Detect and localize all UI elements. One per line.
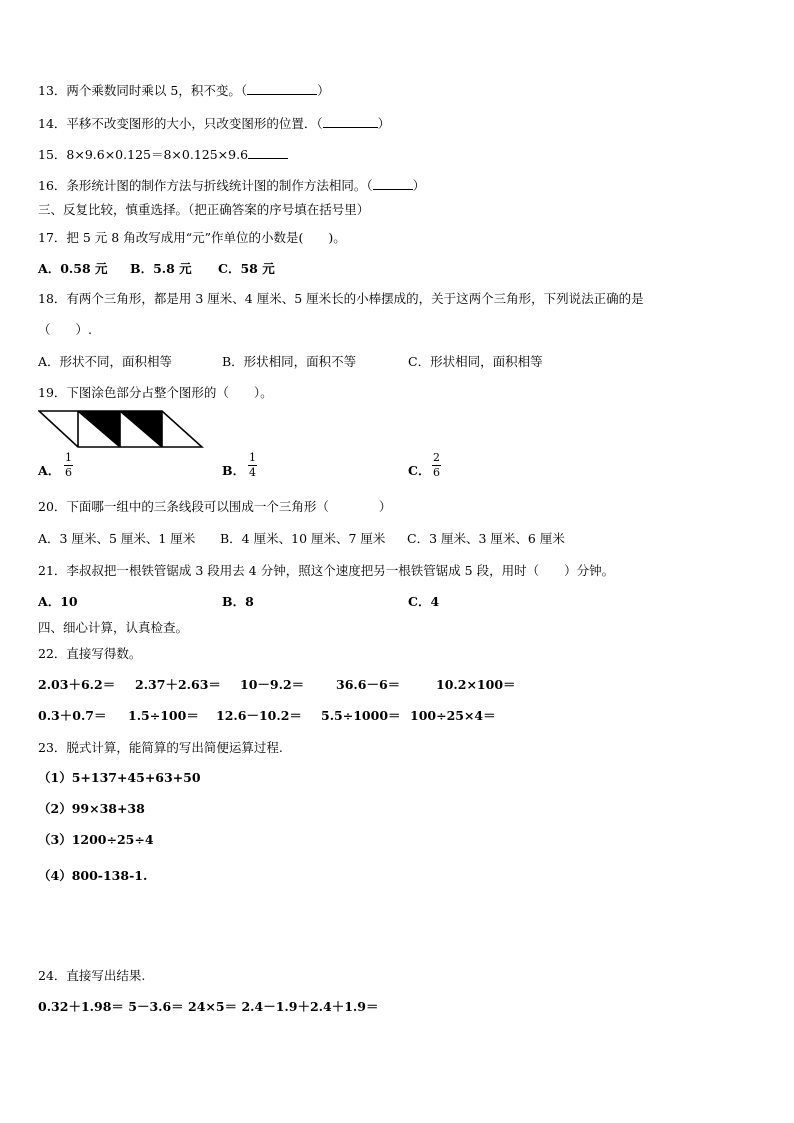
q18-option-b[interactable]: B．形状相同，面积不等 <box>222 354 357 369</box>
question-19: 19．下图涂色部分占整个图形的（ ）。 <box>38 385 273 400</box>
question-15: 15．8×9.6×0.125＝8×0.125×9.6 <box>38 146 288 163</box>
answer-blank[interactable] <box>373 177 413 190</box>
parallelogram-figure <box>38 410 204 448</box>
q18-option-c[interactable]: C．形状相同，面积相等 <box>408 354 543 369</box>
q22-r1-item-3: 10－9.2＝ <box>240 677 305 692</box>
q19-option-a-label[interactable]: A． <box>38 463 61 478</box>
q23-item-3: （3）1200÷25÷4 <box>38 832 154 847</box>
q22-r2-item-3: 12.6－10.2＝ <box>216 708 302 723</box>
q22-r1-item-2: 2.37＋2.63＝ <box>135 677 221 692</box>
q23-item-1: （1）5+137+45+63+50 <box>38 770 201 785</box>
question-18: 18．有两个三角形，都是用 3 厘米、4 厘米、5 厘米长的小棒摆成的，关于这两个三角形，下列说法正确的是 <box>38 291 644 306</box>
q22-r2-item-4: 5.5÷1000＝ <box>321 708 401 723</box>
q22-r1-item-1: 2.03＋6.2＝ <box>38 677 116 692</box>
question-20: 20．下面哪一组中的三条线段可以围成一个三角形（ ） <box>38 499 392 514</box>
q19-option-b-fraction: 1 4 <box>249 451 256 479</box>
q17-option-a[interactable]: A．0.58 元 <box>38 261 108 276</box>
q24-expressions: 0.32＋1.98＝ 5－3.6＝ 24×5＝ 2.4－1.9＋2.4＋1.9＝ <box>38 999 379 1014</box>
q18-option-a[interactable]: A．形状不同，面积相等 <box>38 354 173 369</box>
answer-blank[interactable] <box>247 82 317 95</box>
q23-item-4: （4）800-138-1. <box>38 868 148 883</box>
q20-option-a[interactable]: A．3 厘米、5 厘米、1 厘米 <box>38 531 196 546</box>
q22-r1-item-4: 36.6－6＝ <box>336 677 401 692</box>
q19-option-b-label[interactable]: B． <box>222 463 246 478</box>
question-24: 24．直接写出结果. <box>38 968 146 983</box>
q19-option-a-fraction: 1 6 <box>65 451 72 479</box>
answer-blank[interactable] <box>323 115 378 128</box>
question-16: 16．条形统计图的制作方法与折线统计图的制作方法相同。（ ） <box>38 178 426 193</box>
q22-r2-item-5: 100÷25×4＝ <box>410 708 496 723</box>
q20-option-b[interactable]: B．4 厘米、10 厘米、7 厘米 <box>220 531 386 546</box>
question-22: 22．直接写得数。 <box>38 646 142 661</box>
answer-blank[interactable] <box>248 146 288 159</box>
question-14: 14．平移不改变图形的大小，只改变图形的位置．（ ） <box>38 116 391 131</box>
section-heading-3: 三、反复比较，慎重选择。（把正确答案的序号填在括号里） <box>38 202 370 217</box>
q22-r2-item-2: 1.5÷100＝ <box>128 708 199 723</box>
q21-option-a[interactable]: A．10 <box>38 594 78 609</box>
question-13: 13．两个乘数同时乘以 5，积不变。（ ） <box>38 83 330 98</box>
q19-option-c-fraction: 2 6 <box>433 451 440 479</box>
q23-item-2: （2）99×38+38 <box>38 801 145 816</box>
q21-option-b[interactable]: B．8 <box>222 594 254 609</box>
q22-r2-item-1: 0.3＋0.7＝ <box>38 708 107 723</box>
question-18-cont: （ ）. <box>38 322 92 337</box>
section-heading-4: 四、细心计算，认真检查。 <box>38 620 189 635</box>
q17-option-b[interactable]: B．5.8 元 <box>130 261 192 276</box>
q19-option-c-label[interactable]: C． <box>408 463 431 478</box>
q20-option-c[interactable]: C．3 厘米、3 厘米、6 厘米 <box>407 531 565 546</box>
q17-option-c[interactable]: C．58 元 <box>218 261 275 276</box>
q22-r1-item-5: 10.2×100＝ <box>436 677 516 692</box>
question-23: 23．脱式计算，能简算的写出简便运算过程. <box>38 740 283 755</box>
question-17: 17．把 5 元 8 角改写成用“元”作单位的小数是( )。 <box>38 230 346 245</box>
q21-option-c[interactable]: C．4 <box>408 594 440 609</box>
question-21: 21．李叔叔把一根铁管锯成 3 段用去 4 分钟，照这个速度把另一根铁管锯成 5 段，用时（ ）分钟。 <box>38 563 615 578</box>
